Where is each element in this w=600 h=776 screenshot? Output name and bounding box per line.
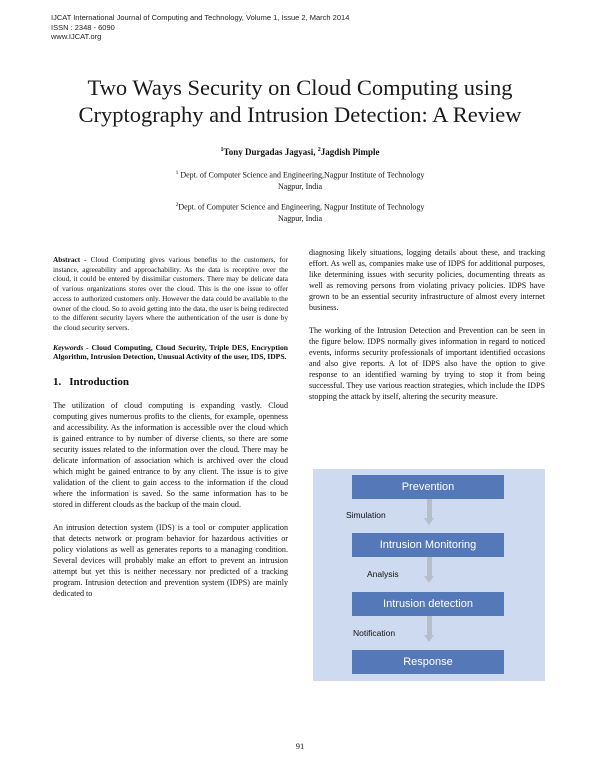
issn: ISSN : 2348 - 6090 bbox=[51, 22, 115, 32]
right-paragraph-1: diagnosing likely situations, logging details about these, and tracking effort. As well as, companies make use of IDPS for additional purposes, like determining issues with security policies, documenting threats as well as removing persons from violating privacy policies. IDPS have grown to be an essential security infrastructure of almost every internet business. bbox=[309, 248, 545, 312]
abstract-text: Cloud Computing gives various benefits to the customers, for instance, agreeability and approachability. As the data is receptive over the cloud, it could be entered by dissimilar customers. There may be delicate data of various organizations stores over the cloud. This is the one issue to offer access to authorized customers only. However the data could be available to the owner of the cloud. So to avoid getting into the data, the user is being redirected to the different security layers where the authentication of the user is done by the cloud security servers. bbox=[53, 255, 288, 332]
section-number: 1. bbox=[53, 376, 62, 389]
right-column bbox=[309, 247, 545, 402]
flow-connector-3 bbox=[427, 616, 432, 635]
flow-connector-2 bbox=[427, 557, 432, 576]
journal-header bbox=[51, 13, 411, 42]
abstract bbox=[53, 255, 288, 333]
flow-arrow-down-icon bbox=[424, 576, 434, 583]
idps-flow-diagram bbox=[313, 469, 545, 681]
paper-title-line-1: Two Ways Security on Cloud Computing using bbox=[87, 75, 513, 100]
affiliation-1-dept: Dept. of Computer Science and Engineering,Nagpur Institute of Technology bbox=[180, 170, 425, 180]
author-2-marker: 2 bbox=[317, 147, 321, 153]
affiliation-2-city: Nagpur, India bbox=[277, 213, 323, 223]
intro-paragraph-2: An intrusion detection system (IDS) is a tool or computer application that detects network or program behavior for hazardous activities or policy violations as well as generates reports to a managing condition. Several devices will probably make an effort to prevent an intrusion attempt but yet this is neither necessary nor predicted of a tracking program. Intrusion detection and prevention system (IDPS) are mainly dedicated to bbox=[53, 523, 288, 599]
left-column bbox=[53, 255, 288, 599]
intro-paragraph-1: The utilization of cloud computing is expanding vastly. Cloud computing gives numerous profits to the clients, for example, openness and accessibility. As the information is accessible over the cloud which is gained entrance to by number of diverse clients, so there are some security issues related to the information over the cloud. There may be delicate information of association which is archived over the cloud which might be gained entrance to by any client. The issue is to give validation of the client to gain access to the information if the cloud where the information is saved. So the same information has to be stored in different clouds as the backup of the main cloud. bbox=[53, 401, 288, 510]
flow-label-notification: Notification bbox=[353, 628, 396, 638]
keywords-lead: Keywords - bbox=[53, 342, 89, 352]
paper-title-line-2: Cryptography and Intrusion Detection: A Review bbox=[78, 102, 522, 127]
right-paragraph-2: The working of the Intrusion Detection and Prevention can be seen in the figure below. IDPS normally gives information in regard to noticed events, informs security professionals of important identified occasions and also give reports. A lot of IDPS also have the option to give response to an identified warning by trying to stop it from being successful. They use various reaction strategies, which include the IDPS stopping the attack by itself, altering the security measure. bbox=[309, 326, 545, 401]
section-title: Introduction bbox=[69, 376, 129, 389]
author-2: Jagdish Pimple bbox=[320, 147, 380, 157]
flow-box-intrusion-monitoring: Intrusion Monitoring bbox=[352, 533, 504, 557]
journal-website: www.IJCAT.org bbox=[51, 32, 102, 41]
flow-box-response: Response bbox=[352, 650, 504, 674]
keywords bbox=[53, 343, 288, 363]
affiliation-2 bbox=[100, 200, 500, 224]
flow-label-simulation: Simulation bbox=[346, 510, 386, 520]
abstract-lead: Abstract - bbox=[53, 255, 87, 264]
affiliation-2-marker: 2 bbox=[175, 202, 179, 208]
keywords-text: Cloud Computing, Cloud Security, Triple DES, Encryption Algorithm, Intrusion Detection, Unusual Activity of the user, IDS, IDPS. bbox=[53, 342, 288, 362]
affiliation-1 bbox=[100, 168, 500, 192]
affiliation-2-dept: Dept. of Computer Science and Engineering, Nagpur Institute of Technology bbox=[178, 202, 425, 212]
flow-arrow-down-icon bbox=[424, 635, 434, 642]
authors bbox=[100, 147, 500, 157]
flow-label-analysis: Analysis bbox=[367, 569, 399, 579]
page-number: 91 bbox=[295, 741, 305, 751]
flow-box-intrusion-detection: Intrusion detection bbox=[352, 592, 504, 616]
flow-connector-1 bbox=[427, 499, 432, 518]
journal-name: IJCAT International Journal of Computing and Technology, Volume 1, Issue 2, March 2014 bbox=[51, 13, 350, 22]
flow-arrow-down-icon bbox=[424, 518, 434, 525]
section-heading-introduction bbox=[53, 376, 288, 388]
flow-box-prevention: Prevention bbox=[352, 475, 504, 499]
paper-title bbox=[40, 74, 560, 128]
author-1-marker: 1 bbox=[220, 147, 224, 153]
author-1: Tony Durgadas Jagyasi, bbox=[223, 147, 316, 157]
affiliation-1-marker: 1 bbox=[175, 170, 179, 176]
affiliation-1-city: Nagpur, India bbox=[277, 181, 323, 191]
